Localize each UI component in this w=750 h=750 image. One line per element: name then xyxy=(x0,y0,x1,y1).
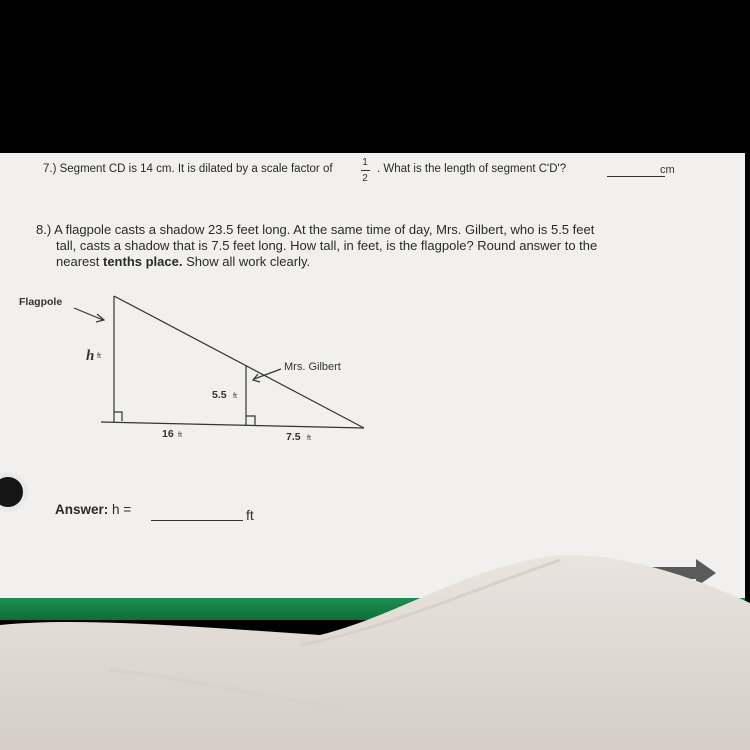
fraction-numerator: 1 xyxy=(362,157,368,168)
gilbert-height-label: 5.5 xyxy=(212,389,227,401)
question-7-text: 7.) Segment CD is 14 cm. It is dilated by a scale factor of xyxy=(43,163,333,175)
flagpole-pointer xyxy=(74,308,103,320)
answer-variable: h = xyxy=(112,502,132,517)
h-unit-label: ft xyxy=(97,353,101,360)
right-angle-mark-right xyxy=(246,416,255,425)
answer-label: Answer: xyxy=(55,502,109,517)
mrs-gilbert-label: Mrs. Gilbert xyxy=(284,361,341,373)
answer-7-unit: cm xyxy=(660,164,675,176)
question-8-line-2: tall, casts a shadow that is 7.5 feet long. How tall, in feet, is the flagpole? Round answer to the xyxy=(56,238,598,253)
answer-8-unit: ft xyxy=(246,507,254,523)
fraction-denominator: 2 xyxy=(362,173,368,184)
question-8-line-3-suffix: Show all work clearly. xyxy=(186,254,311,269)
h-variable-label: h xyxy=(86,348,95,364)
gilbert-shadow-unit: ft xyxy=(307,435,311,442)
right-angle-mark-left xyxy=(114,412,122,421)
gilbert-height-unit: ft xyxy=(233,393,237,400)
question-8-emphasis: tenths place. xyxy=(103,254,183,269)
question-7-question: . What is the length of segment C'D'? xyxy=(377,163,567,175)
answer-8-blank[interactable] xyxy=(151,520,243,521)
flagpole-shadow-label: 16 xyxy=(162,428,174,440)
gilbert-shadow-label: 7.5 xyxy=(286,431,301,443)
flagpole-shadow-unit: ft xyxy=(178,432,182,439)
question-8-line-1: 8.) A flagpole casts a shadow 23.5 feet long. At the same time of day, Mrs. Gilbert, who is 5.5 feet xyxy=(36,222,595,237)
ground-line xyxy=(101,422,364,428)
answer-8-row xyxy=(55,502,131,517)
question-8-line-3-prefix: nearest xyxy=(56,254,100,269)
flagpole-label: Flagpole xyxy=(19,296,63,308)
foreground-cloth xyxy=(0,555,750,750)
